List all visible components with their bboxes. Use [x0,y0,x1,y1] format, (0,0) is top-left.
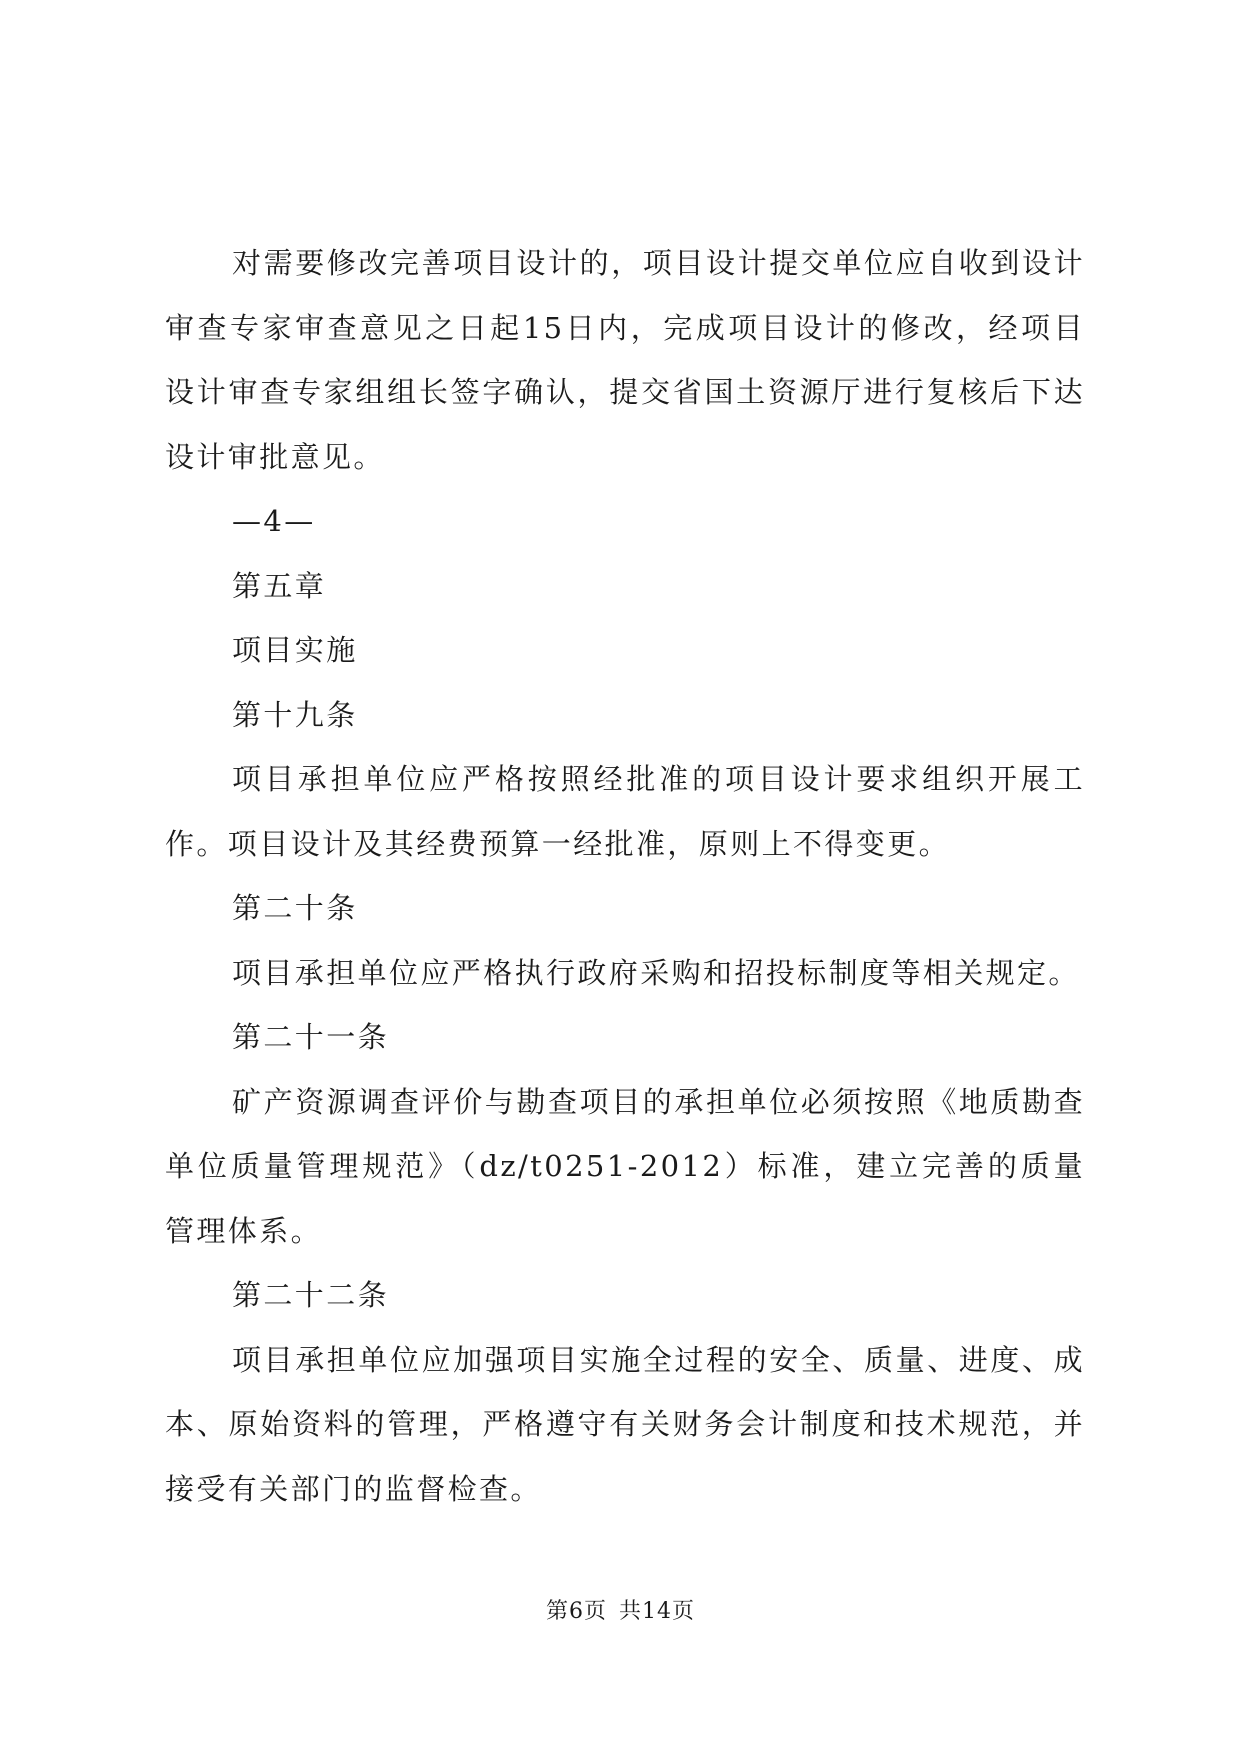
article-heading-19: 第十九条 [232,697,358,732]
article-heading-20: 第二十条 [232,891,358,925]
article-heading-22: 第二十二条 [232,1278,390,1312]
article-body-20: 项目承担单位应严格执行政府采购和招投标制度等相关规定。 [232,955,1080,990]
article-heading-21: 第二十一条 [232,1020,390,1054]
document-body [165,231,1085,1521]
page-total: 共14页 [619,1599,695,1624]
article-body-21: 矿产资源调查评价与勘查项目的承担单位必须按照《地质勘查单位质量管理规范》（dz/t0251-2012）标准，建立完善的质量管理体系。 [165,1084,1085,1248]
article-body-22: 项目承担单位应加强项目实施全过程的安全、质量、进度、成本、原始资料的管理，严格遵守有关财务会计制度和技术规范，并接受有关部门的监督检查。 [165,1342,1085,1506]
page-number: 第6页 [546,1599,607,1624]
inline-page-marker: —4— [232,504,316,538]
paragraph-design-revision: 对需要修改完善项目设计的，项目设计提交单位应自收到设计审查专家审查意见之日起15日内，完成项目设计的修改，经项目设计审查专家组组长签字确认，提交省国土资源厅进行复核后下达设计审批意见。 [165,246,1085,474]
article-body-19: 项目承担单位应严格按照经批准的项目设计要求组织开展工作。项目设计及其经费预算一经批准，原则上不得变更。 [165,762,1085,861]
chapter-title: 项目实施 [232,633,358,667]
page-footer [0,1594,1241,1625]
chapter-heading: 第五章 [232,568,327,603]
